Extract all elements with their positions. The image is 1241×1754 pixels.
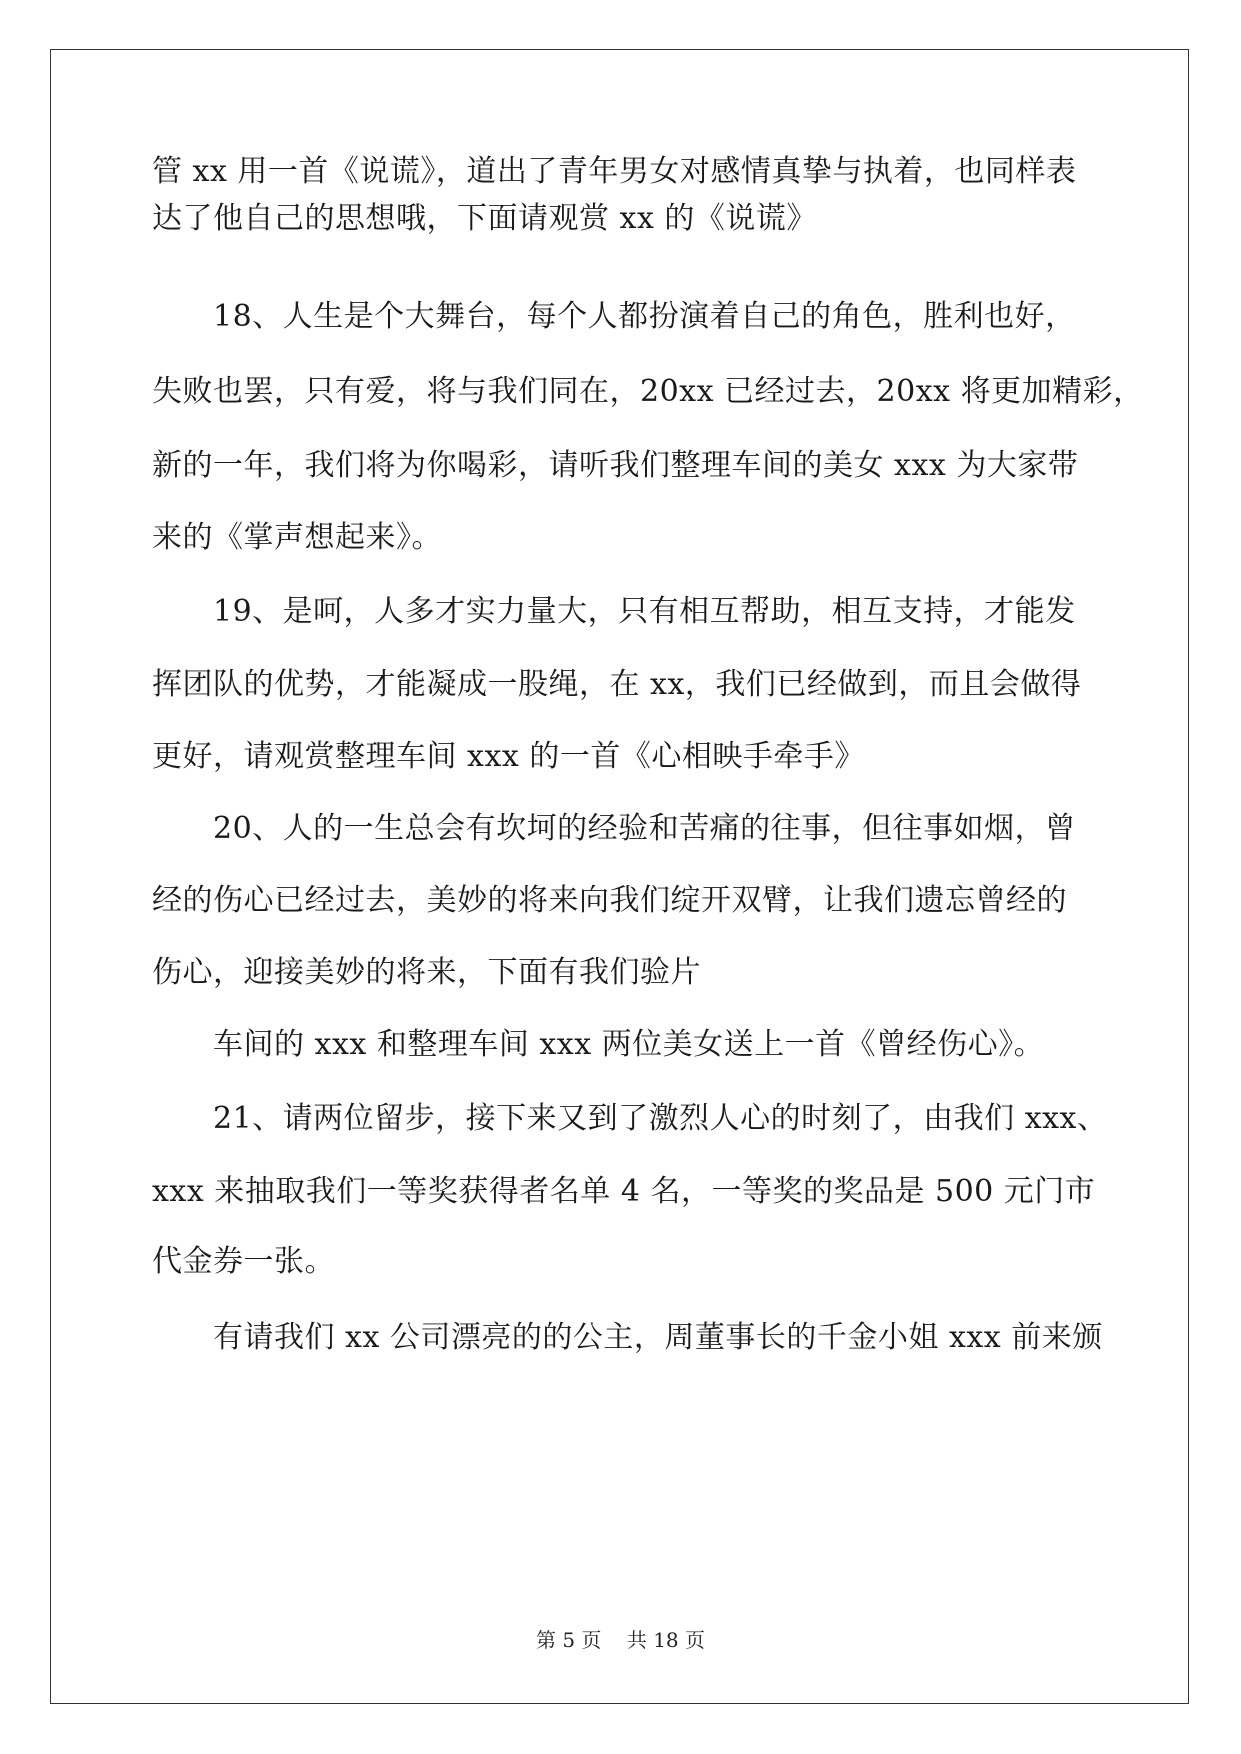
text-line: 更好，请观赏整理车间 xxx 的一首《心相映手牵手》 <box>152 739 865 774</box>
text-line: xxx 来抽取我们一等奖获得者名单 4 名，一等奖的奖品是 500 元门市 <box>152 1174 1096 1209</box>
text-line: 管 xx 用一首《说谎》，道出了青年男女对感情真挚与执着，也同样表 <box>152 154 1077 189</box>
page-number: 第 5 页 共 18 页 <box>535 1628 706 1652</box>
text-line: 有请我们 xx 公司漂亮的的公主，周董事长的千金小姐 xxx 前来颁 <box>213 1320 1103 1355</box>
text-line: 来的《掌声想起来》。 <box>152 520 442 555</box>
text-line: 18、人生是个大舞台，每个人都扮演着自己的角色，胜利也好， <box>213 299 1076 334</box>
text-line: 伤心，迎接美妙的将来，下面有我们验片 <box>152 955 701 990</box>
text-line: 经的伤心已经过去，美妙的将来向我们绽开双臂，让我们遗忘曾经的 <box>152 883 1067 918</box>
text-line: 代金券一张。 <box>152 1244 335 1279</box>
text-line: 车间的 xxx 和整理车间 xxx 两位美女送上一首《曾经伤心》。 <box>213 1027 1045 1062</box>
text-line: 达了他自己的思想哦，下面请观赏 xx 的《说谎》 <box>152 201 817 236</box>
text-line: 挥团队的优势，才能凝成一股绳，在 xx，我们已经做到，而且会做得 <box>152 667 1082 702</box>
text-line: 失败也罢，只有爱，将与我们同在，20xx 已经过去，20xx 将更加精彩， <box>152 374 1144 409</box>
text-line: 21、请两位留步，接下来又到了激烈人心的时刻了，由我们 xxx、 <box>213 1101 1108 1136</box>
text-line: 19、是呵，人多才实力量大，只有相互帮助，相互支持，才能发 <box>213 594 1076 629</box>
text-line: 20、人的一生总会有坎坷的经验和苦痛的往事，但往事如烟，曾 <box>213 811 1076 846</box>
text-line: 新的一年，我们将为你喝彩，请听我们整理车间的美女 xxx 为大家带 <box>152 448 1079 483</box>
